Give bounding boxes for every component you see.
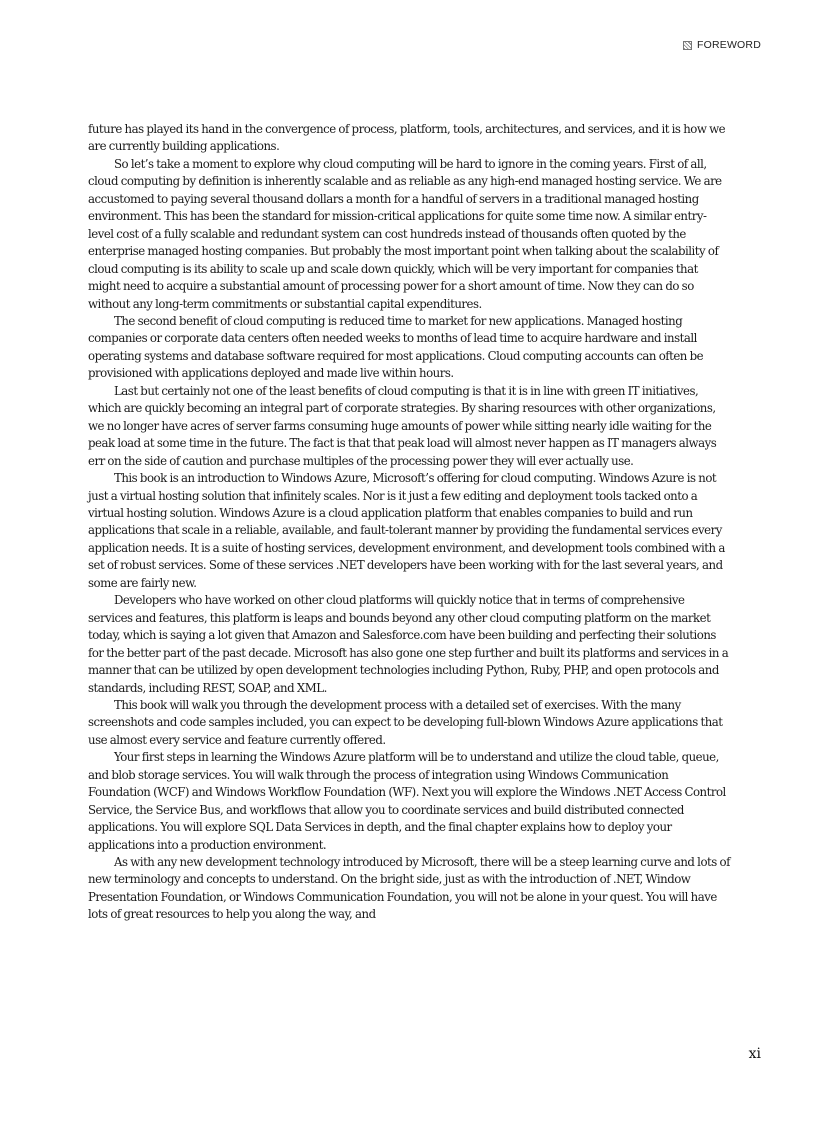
paragraph: This book is an introduction to Windows Azure, Microsoft’s offering for cloud computing. Windows Azure is not just a virtual hosting solution that infinitely scales. Nor is it just a few editing and deployment tools tacked onto a virtual hosting solution. Windows Azure is a cloud application platform that enables companies to build and run applications that scale in a reliable, available, and fault-tolerant manner by providing the fundamental services every application needs. It is a suite of hosting services, development environment, and development tools combined with a set of robust services. Some of these services .NET developers have been working with for the last several years, and some are fairly new. (88, 471, 725, 590)
paragraph: This book will walk you through the development process with a detailed set of exercises. With the many screenshots and code samples included, you can expect to be developing full-blown Windows Azure applications that use almost every service and feature currently offered. (88, 697, 723, 747)
header-square-icon (683, 41, 692, 50)
paragraph: As with any new development technology introduced by Microsoft, there will be a steep learning curve and lots of new terminology and concepts to understand. On the bright side, just as with the introduction of .NET, Window Presentation Foundation, or Windows Communication Foundation, you will not be alone in your quest. You will have lots of great resources to help you along the way, and (88, 855, 730, 922)
paragraph: future has played its hand in the convergence of process, platform, tools, architectures, and services, and it is how we are currently building applications. (88, 122, 726, 154)
paragraph: So let’s take a moment to explore why cloud computing will be hard to ignore in the coming years. First of all, cloud computing by definition is inherently scalable and as reliable as any high-end managed hosting service. We are accustomed to paying several thousand dollars a month for a handful of servers in a traditional managed hosting environment. This has been the standard for mission-critical applications for quite some time now. A similar entry-level cost of a fully scalable and redundant system can cost hundreds instead of thousands often quoted by the enterprise managed hosting companies. But probably the most important point when talking about the scalability of cloud computing is its ability to scale up and scale down quickly, which will be very important for companies that might need to acquire a substantial amount of processing power for a short amount of time. Now they can do so without any long-term commitments or substantial capital expenditures. (88, 156, 722, 311)
paragraph: Developers who have worked on other cloud platforms will quickly notice that in terms of comprehensive services and features, this platform is leaps and bounds beyond any other cloud computing platform on the market today, which is saying a lot given that Amazon and Salesforce.com have been building and perfecting their solutions for the better part of the past decade. Microsoft has also gone one step further and built its platforms and services in a manner that can be utilized by open development technologies including Python, Ruby, PHP, and open protocols and standards, including REST, SOAP, and XML. (88, 593, 729, 695)
body-text (88, 121, 730, 924)
paragraph: The second benefit of cloud computing is reduced time to market for new applications. Managed hosting companies or corporate data centers often needed weeks to months of lead time to acquire hardware and install operating systems and database software required for most applications. Cloud computing accounts can often be provisioned with applications deployed and made live within hours. (88, 313, 704, 381)
header-label: FOREWORD (696, 39, 761, 51)
paragraph: Last but certainly not one of the least benefits of cloud computing is that it is in line with green IT initiatives, which are quickly becoming an integral part of corporate strategies. By sharing resources with other organizations, we no longer have acres of server farms consuming huge amounts of power while sitting nearly idle waiting for the peak load at some time in the future. The fact is that that peak load will almost never happen as IT managers always err on the side of caution and purchase multiples of the processing power they will ever actually use. (88, 383, 717, 468)
page-number: xi (748, 1046, 761, 1062)
paragraph: Your first steps in learning the Windows Azure platform will be to understand and utilize the cloud table, queue, and blob storage services. You will walk through the process of integration using Windows Communication Foundation (WCF) and Windows Workflow Foundation (WF). Next you will explore the Windows .NET Access Control Service, the Service Bus, and workflows that allow you to coordinate services and build distributed connected applications. You will explore SQL Data Services in depth, and the final chapter explains how to deploy your applications into a production environment. (88, 750, 726, 852)
running-header (683, 39, 761, 51)
